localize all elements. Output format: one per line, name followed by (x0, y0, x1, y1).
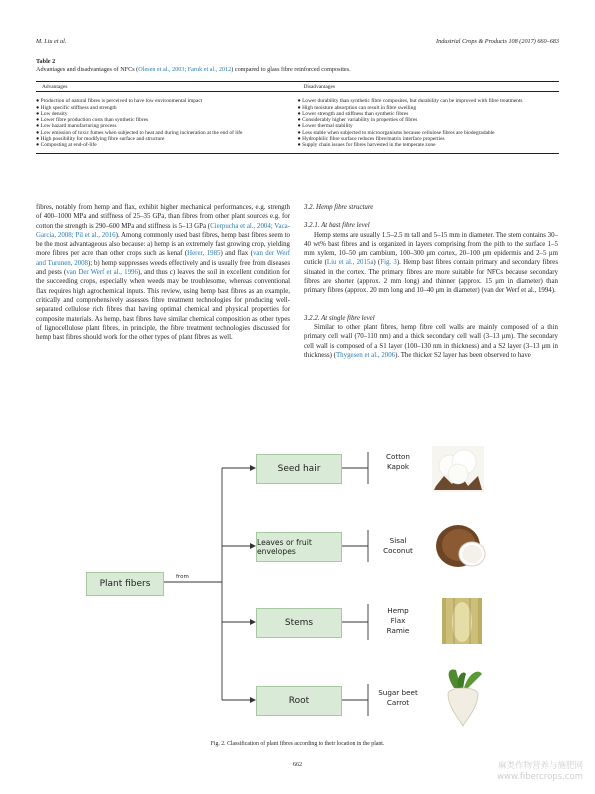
disadvantage-item: ● Considerably higher variability in properties of fibres (297, 117, 418, 124)
watermark: 麻类作物营养与施肥网 www.fibercrops.com (497, 761, 583, 782)
category-box: Leaves or fruit envelopes (256, 532, 342, 562)
cotton-photo (432, 446, 484, 492)
table-caption-refs[interactable]: Olesen et al., 2003; Faruk et al., 2012 (138, 66, 232, 73)
page-number: 662 (292, 761, 303, 768)
table-row (36, 142, 559, 153)
plant-fibre-classification-figure (80, 446, 520, 736)
advantage-item: ● High possibility for modifying fibre surface and structure (36, 136, 165, 143)
advantages-table (36, 81, 559, 154)
disadvantage-item: ● Lower durability than synthetic fibre composites, but durability can be improved with fibre treatments (297, 98, 523, 105)
advantage-item: ● Low emission of toxic fumes when subjected to heat and during incineration at the end of life (36, 129, 243, 136)
advantage-item: ● Composting at end-of-life (36, 142, 298, 153)
root-box: Plant fibers (86, 572, 164, 596)
left-column (36, 203, 290, 342)
category-box: Stems (256, 608, 342, 638)
category-box: Root (256, 686, 342, 716)
figure-caption: Fig. 2. Classification of plant fibres according to their location in the plant. (210, 741, 385, 747)
disadvantage-item: ● Supply chain issues for fibres harvested in the temperate zone (298, 142, 560, 153)
citation-link[interactable]: van Der Werf et al., 1996 (66, 269, 138, 277)
section-heading: 3.2. Hemp fibre structure (304, 204, 374, 211)
advantage-item: ● Lower fibre production costs than synthetic fibres (36, 117, 149, 124)
citation-link[interactable]: Herer, 1985 (187, 250, 221, 258)
disadvantage-item: ● Lower strength and stiffness than synthetic fibres (297, 110, 409, 117)
subsection-heading: 3.2.2. At single fibre level (304, 314, 375, 322)
disadvantage-item: ● Lower thermal stability (297, 123, 353, 130)
body-paragraph: fibres, notably from hemp and flax, exhibit higher mechanical performances, e.g. strength of 400–1000 MPa and stiffness of 25–35 GPa, than fibres from other plant sources e.g. for cotton the strength is 290–600 MPa and stiffness is 5–13 GPa (Cierpucha et al., 2004; Vaca-Garcia, 2008; Pil et al., 2016). Among commonly used bast fibres, hemp bast fibres seem to be the most advantageous also because: a) hemp is an extremely fast growing crop, yielding more fibres per acre than other crops such as kenaf (Herer, 1985) and flax (van der Werf and Turunen, 2008); b) hemp suppresses weeds effectively and is usually free from diseases and pests (van Der Werf et al., 1996), and thus c) leaves the soil in excellent condition for the succeeding crops, especially when weeds may be troublesome, whereas conventional flax requires high agrochemical inputs. This review, using hemp bast fibres as an example, critically and comprehensively assesses fibre treatment technologies for producing well-separated cellulose rich fibres that having optimal chemical and physical properties for composite materials. As hemp, bast fibres have similar chemical composition as other types of lignocellulose plant fibres, in principle, the fibre treatment technologies discussed for hemp bast fibres should work for the other types of plant fibres as well. (36, 204, 290, 342)
coconut-photo (432, 518, 488, 572)
sugar-beet-photo (434, 668, 492, 728)
citation-link[interactable]: van der Werf and Turunen, 2008 (36, 250, 290, 267)
advantage-item: ● Low hazard manufacturing process (36, 123, 117, 130)
advantage-item: ● Production of natural fibres is perceived to have low environmental impact (36, 98, 203, 105)
advantage-item: ● Low density (36, 110, 68, 117)
running-header-journal: Industrial Crops & Products 108 (2017) 660–683 (436, 38, 559, 45)
citation-link[interactable]: Liu et al., 2015a (326, 259, 374, 267)
col-header-disadvantages: Disadvantages (298, 82, 560, 92)
subsection-heading: 3.2.1. At bast fibre level (304, 222, 370, 230)
figure-link[interactable]: Fig. 3 (380, 259, 397, 267)
body-paragraph: Hemp stems are usually 1.5–2.5 m tall and 5–15 mm in diameter. The stem contains 30–40 wt% bast fibres and is organized in layers comprising from the pith to the surface 1–5 mm xylem, 10–50 μm cambium, 100–300 μm cortex, 20–100 μm epidermis and 2–5 μm cuticle (Liu et al., 2015a) (Fig. 3). Hemp bast fibres contain primary and secondary fibres situated in the cortex. The primary fibres are more suitable for NFCs because secondary fibres are shorter (approx. 2 mm long) and thinner (approx. 15 μm in diameter) than primary fibres (approx. 20 mm long and 10–40 μm in diameter) (van der Werf et al., 1994). (304, 231, 559, 295)
body-paragraph: Similar to other plant fibres, hemp fibre cell walls are mainly composed of a thin primary cell wall (70–110 nm) and a thick secondary cell wall (3–13 μm). The secondary cell wall is composed of a S1 layer (100–130 nm in thickness) and a S2 layer (3–13 μm in thickness) (Thygesen et al., 2006). The thicker S2 layer has been observed to have (304, 323, 558, 359)
citation-link[interactable]: Thygesen et al., 2006 (335, 351, 396, 359)
table-row (36, 92, 559, 105)
disadvantage-item: ● Hydrophilic fibre surface reduces fibre/matrix interface properties (297, 136, 445, 143)
table-caption: Table 2 Advantages and disadvantages of NFCs (Olesen et al., 2003; Faruk et al., 2012) compared to glass fibre reinforced composites. (36, 58, 351, 73)
running-header-authors: M. Liu et al. (36, 38, 67, 45)
advantage-item: ● High specific stiffness and strength (36, 104, 117, 111)
table-label: Table 2 (36, 58, 56, 65)
disadvantage-item: ● Less stable when subjected to microorganisms because cellulose fibres are biodegradable (297, 129, 495, 136)
from-label: from (176, 574, 189, 580)
col-header-advantages: Advantages (36, 82, 298, 92)
disadvantage-item: ● High moisture absorption can result in fibre swelling (297, 104, 417, 111)
examples-root: Sugar beet Carrot (378, 688, 418, 707)
examples-seed-hair: Cotton Kapok (385, 452, 410, 471)
examples-stems: Hemp Flax Ramie (386, 606, 410, 635)
right-column (304, 203, 558, 360)
examples-leaves: Sisal Coconut (383, 536, 413, 555)
hemp-stem-photo (436, 596, 488, 646)
category-box: Seed hair (256, 454, 342, 484)
citation-link[interactable]: Cierpucha et al., 2004; Vaca-Garcia, 2008; Pil et al., 2016 (36, 222, 290, 239)
